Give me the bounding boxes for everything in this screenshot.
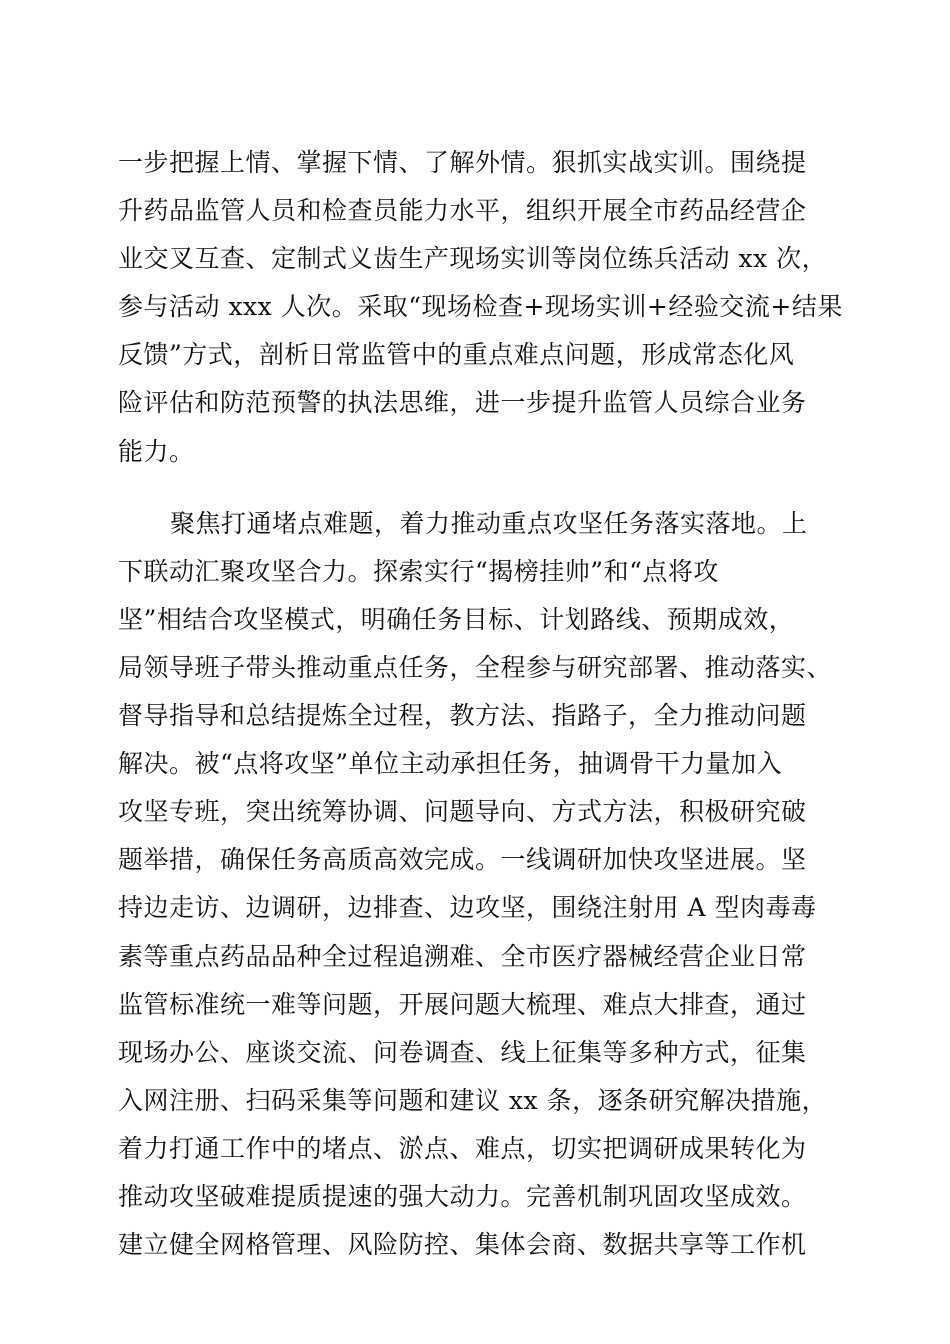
text-line: 入网注册、扫码采集等问题和建议 xx 条，逐条研究解决措施，: [118, 1085, 828, 1115]
paragraph-2: [118, 500, 838, 1270]
text-line: 现场办公、座谈交流、问卷调查、线上征集等多种方式，征集: [118, 1037, 807, 1067]
text-line: 能力。: [118, 436, 195, 466]
paragraph-1: [118, 139, 843, 476]
text-line: 推动攻坚破难提质提速的强大动力。完善机制巩固攻坚成效。: [118, 1181, 807, 1211]
text-line: 升药品监管人员和检查员能力水平，组织开展全市药品经营企: [118, 196, 807, 226]
text-line: 持边走访、边调研，边排查、边攻坚，围绕注射用 A 型肉毒毒: [118, 893, 817, 923]
text-line: 一步把握上情、掌握下情、了解外情。狠抓实战实训。围绕提: [118, 148, 807, 177]
text-line: 险评估和防范预警的执法思维，进一步提升监管人员综合业务: [118, 388, 807, 418]
text-line: 解决。被“点将攻坚”单位主动承担任务，抽调骨干力量加入: [118, 749, 783, 779]
text-line: 业交叉互查、定制式义齿生产现场实训等岗位练兵活动 xx 次，: [118, 244, 828, 274]
text-line: 攻坚专班，突出统筹协调、问题导向、方式方法，积极研究破: [118, 797, 807, 827]
text-line: 题举措，确保任务高质高效完成。一线调研加快攻坚进展。坚: [118, 845, 807, 875]
text-line: 监管标准统一难等问题，开展问题大梳理、难点大排查，通过: [118, 989, 807, 1019]
text-line: 聚焦打通堵点难题，着力推动重点攻坚任务落实落地。上: [170, 508, 808, 538]
paragraph-spacing: [118, 476, 838, 500]
text-line: 局领导班子带头推动重点任务，全程参与研究部署、推动落实、: [118, 652, 833, 682]
text-line: 建立健全网格管理、风险防控、集体会商、数据共享等工作机: [118, 1230, 807, 1260]
text-line: 素等重点药品品种全过程追溯难、全市医疗器械经营企业日常: [118, 941, 807, 971]
text-line: 督导指导和总结提炼全过程，教方法、指路子，全力推动问题: [118, 701, 807, 731]
text-line: 坚”相结合攻坚模式，明确任务目标、计划路线、预期成效，: [118, 604, 795, 634]
document-body: [118, 139, 843, 1269]
text-line: 着力打通工作中的堵点、淤点、难点，切实把调研成果转化为: [118, 1133, 807, 1163]
text-line: 反馈”方式，剖析日常监管中的重点难点问题，形成常态化风: [118, 340, 795, 370]
text-line: 参与活动 xxx 人次。采取“现场检查+现场实训+经验交流+结果: [118, 292, 843, 322]
text-line: 下联动汇聚攻坚合力。探索实行“揭榜挂帅”和“点将攻: [118, 556, 719, 586]
